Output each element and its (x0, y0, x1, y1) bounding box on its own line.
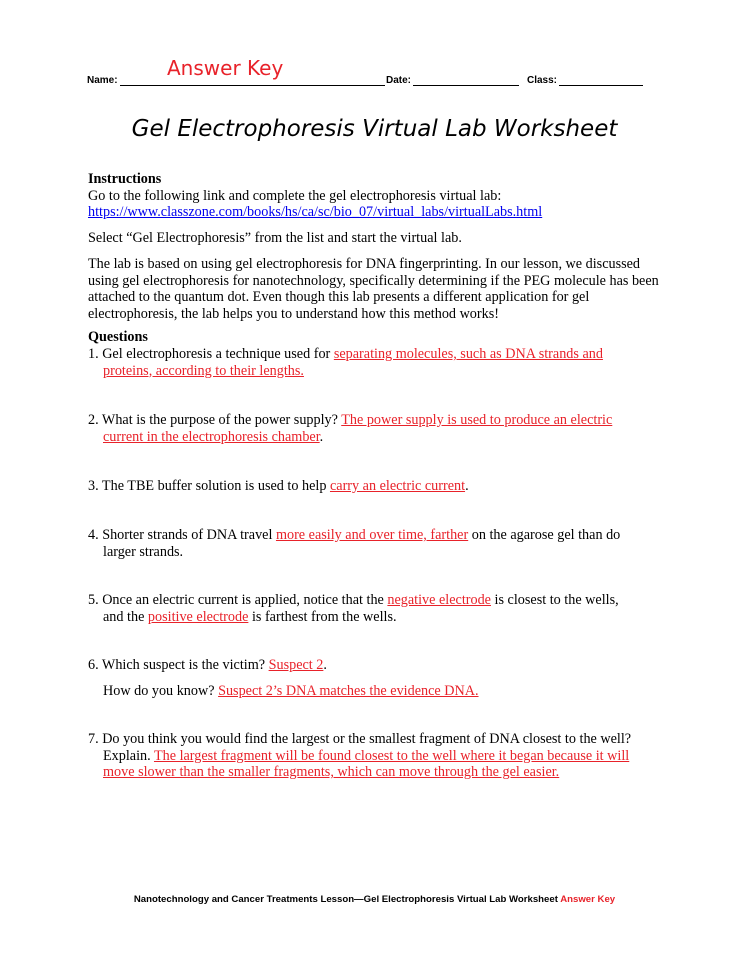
q3-prompt: 3. The TBE buffer solution is used to help (88, 478, 330, 494)
question-6 (88, 657, 668, 699)
select-instruction: Select “Gel Electrophoresis” from the list and start the virtual lab. (88, 230, 462, 246)
intro-paragraph: The lab is based on using gel electrophoresis for DNA fingerprinting. In our lesson, we discussed using gel electrophoresis for nanotechnology, specifically determining if the PEG molecule has been attached to the quantum dot. Even though this lab presents a different application for gel electrophoresis, the lab helps you to understand how this method works! (88, 256, 659, 322)
name-label: Name: (87, 75, 118, 86)
header-row (87, 56, 657, 86)
q4-line2: larger strands. (103, 543, 184, 560)
class-field (527, 74, 643, 86)
q4-prompt: 4. Shorter strands of DNA travel (88, 527, 276, 543)
date-line[interactable] (413, 74, 519, 86)
footer-answer-key: Answer Key (560, 894, 616, 905)
q7-prompt2: Explain. (103, 747, 154, 764)
q5-answer1: negative electrode (387, 592, 491, 608)
instructions-line1: Go to the following link and complete the gel electrophoresis virtual lab: (88, 187, 502, 204)
date-label: Date: (386, 75, 412, 86)
question-7 (88, 731, 668, 781)
footer-text: Nanotechnology and Cancer Treatments Lesson—Gel Electrophoresis Virtual Lab Worksheet (133, 894, 561, 905)
q5-after2: is farthest from the wells. (248, 608, 397, 625)
q1-answer-a: separating molecules, such as DNA strands and (333, 346, 603, 362)
q6-prompt: 6. Which suspect is the victim? (88, 657, 269, 673)
q1-prompt: 1. Gel electrophoresis a technique used for (88, 346, 334, 362)
q4-after: on the agarose gel than do (468, 527, 621, 543)
date-field (386, 74, 519, 86)
q2-answer-b: current in the electrophoresis chamber (103, 428, 320, 445)
instructions-heading: Instructions (88, 171, 162, 187)
q5-line2-start: and the (103, 608, 148, 625)
virtual-lab-link[interactable]: https://www.classzone.com/books/hs/ca/sc/bio_07/virtual_labs/virtualLabs.html (88, 204, 543, 220)
q6-period: . (323, 657, 327, 673)
question-4 (88, 527, 668, 560)
q2-period: . (319, 428, 324, 445)
q2-answer-a: The power supply is used to produce an electric (341, 412, 613, 428)
instructions-block (88, 171, 668, 221)
q1-answer-b: proteins, according to their lengths. (103, 362, 304, 379)
question-3 (88, 478, 668, 495)
q3-period: . (465, 478, 469, 494)
question-1 (88, 346, 668, 379)
q7-answer-b: move slower than the smaller fragments, which can move through the gel easier. (103, 764, 560, 780)
class-label: Class: (527, 75, 558, 86)
page-title: Gel Electrophoresis Virtual Lab Worksheet (131, 116, 618, 142)
q7-line1: 7. Do you think you would find the largest or the smallest fragment of DNA closest to the well? (88, 731, 632, 747)
q2-prompt: 2. What is the purpose of the power supply? (88, 412, 342, 428)
question-5 (88, 592, 668, 625)
q3-answer: carry an electric current (329, 478, 466, 494)
q4-answer: more easily and over time, farther (275, 527, 469, 543)
q5-prompt: 5. Once an electric current is applied, notice that the (88, 592, 388, 608)
q6-answer2: Suspect 2’s DNA matches the evidence DNA. (218, 682, 479, 699)
q6-answer: Suspect 2 (268, 657, 324, 673)
q6-prompt2: How do you know? (103, 682, 219, 699)
q7-answer-a: The largest fragment will be found closest to the well where it began because it will (153, 747, 630, 764)
q5-answer2: positive electrode (147, 608, 249, 625)
q5-after1: is closest to the wells, (490, 592, 619, 608)
class-line[interactable] (559, 74, 643, 86)
answer-key-handwritten: Answer Key (167, 56, 284, 80)
page-footer (0, 894, 749, 905)
question-2 (88, 412, 668, 445)
questions-heading: Questions (88, 329, 148, 345)
